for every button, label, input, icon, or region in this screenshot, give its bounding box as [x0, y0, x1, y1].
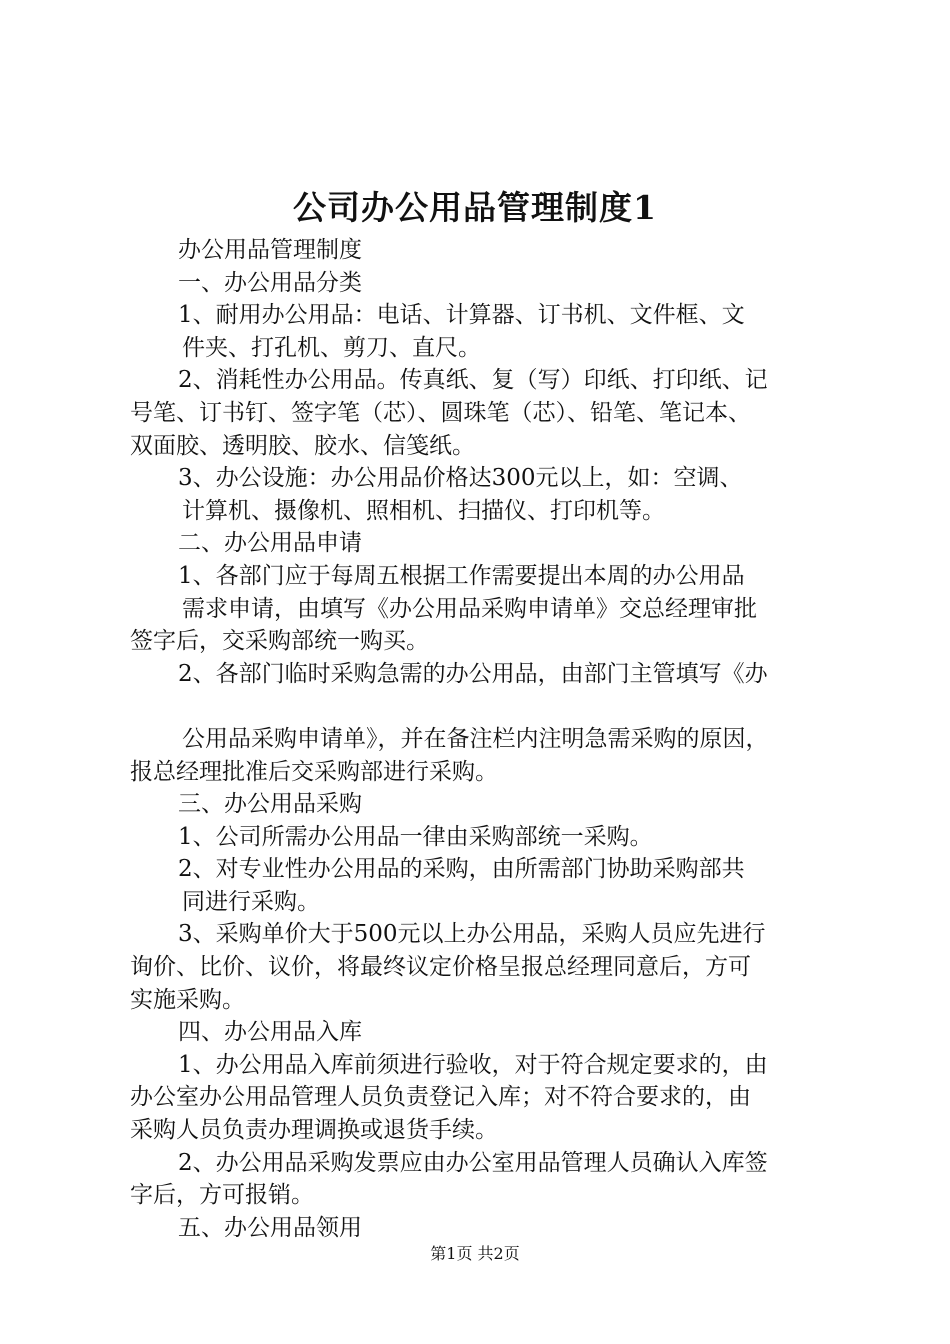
text-line: 办公用品管理制度 [178, 237, 362, 263]
text-line: 计算机、摄像机、照相机、扫描仪、打印机等。 [182, 497, 665, 524]
text-line: 同进行采购。 [182, 888, 320, 915]
document-title: 公司办公用品管理制度1 [293, 188, 657, 227]
text-line: 2、各部门临时采购急需的办公用品，由部门主管填写《办 [178, 660, 768, 687]
text-line: 号笔、订书钉、签字笔（芯）、圆珠笔（芯）、铅笔、笔记本、 [130, 399, 751, 426]
text-line: 2、办公用品采购发票应由办公室用品管理人员确认入库签 [178, 1149, 768, 1176]
text-line: 采购人员负责办理调换或退货手续。 [130, 1117, 498, 1144]
text-line: 3、办公设施：办公用品价格达300元以上，如：空调、 [178, 465, 743, 492]
page-footer: 第1页 共2页 [430, 1244, 520, 1263]
text-line: 需求申请，由填写《办公用品采购申请单》交总经理审批 [182, 595, 757, 622]
text-line: 3、采购单价大于500元以上办公用品，采购人员应先进行 [178, 921, 766, 948]
text-line: 签字后，交采购部统一购买。 [130, 628, 429, 655]
section-heading: 五、办公用品领用 [178, 1214, 362, 1241]
text-line: 询价、比价、议价，将最终议定价格呈报总经理同意后，方可 [130, 954, 751, 981]
text-line: 字后，方可报销。 [130, 1182, 314, 1209]
text-line: 公用品采购申请单》，并在备注栏内注明急需采购的原因， [182, 725, 769, 752]
text-line: 双面胶、透明胶、胶水、信笺纸。 [130, 432, 475, 459]
page-gap [130, 690, 840, 723]
text-line: 2、消耗性办公用品。传真纸、复（写）印纸、打印纸、记 [178, 367, 768, 394]
section-heading: 二、办公用品申请 [178, 530, 362, 557]
document-body [130, 234, 840, 1244]
section-heading: 四、办公用品入库 [178, 1019, 362, 1046]
text-line: 实施采购。 [130, 986, 245, 1013]
section-heading: 一、办公用品分类 [178, 269, 362, 296]
text-line: 1、办公用品入库前须进行验收，对于符合规定要求的，由 [178, 1051, 768, 1078]
text-line: 办公室办公用品管理人员负责登记入库；对不符合要求的，由 [130, 1084, 751, 1111]
text-line: 2、对专业性办公用品的采购，由所需部门协助采购部共 [178, 856, 745, 883]
text-line: 1、耐用办公用品：电话、计算器、订书机、文件框、文 [178, 302, 745, 329]
section-heading: 三、办公用品采购 [178, 791, 362, 818]
text-line: 报总经理批准后交采购部进行采购。 [130, 758, 498, 785]
text-line: 1、各部门应于每周五根据工作需要提出本周的办公用品 [178, 562, 745, 589]
text-line: 1、公司所需办公用品一律由采购部统一采购。 [178, 823, 653, 850]
text-line: 件夹、打孔机、剪刀、直尺。 [182, 334, 481, 361]
